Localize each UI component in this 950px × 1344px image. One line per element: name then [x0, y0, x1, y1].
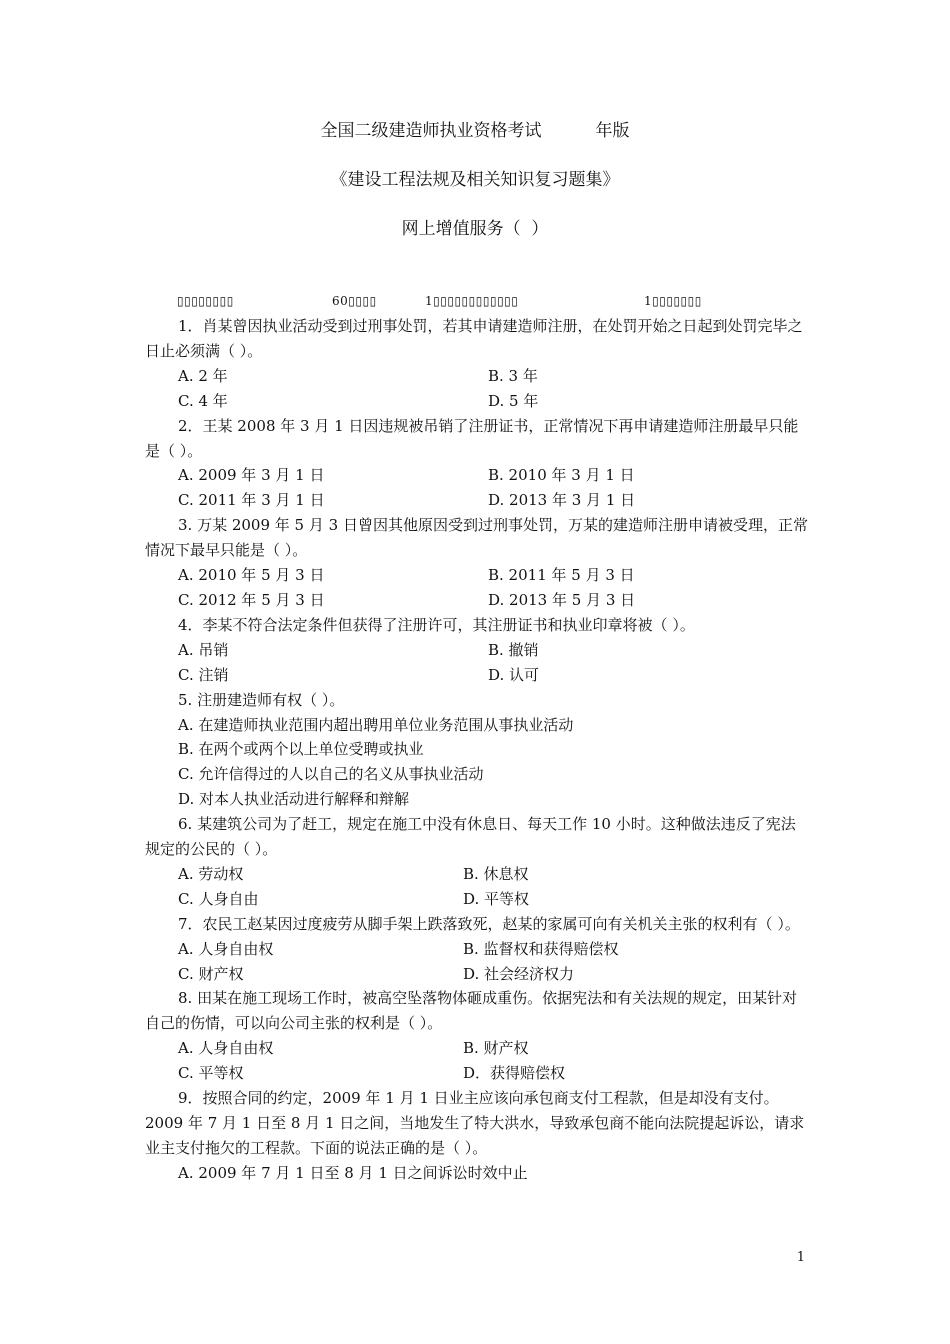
- options-row: [145, 862, 810, 887]
- options-row: [145, 663, 810, 688]
- options-row: [145, 937, 810, 962]
- question-1: 1．肖某曾因执业活动受到过刑事处罚，若其申请建造师注册，在处罚开始之日起到处罚完毕之日止必须满（ ）。: [145, 317, 803, 360]
- garbled-text-3: 1▯▯▯▯▯▯▯▯▯▯▯▯: [425, 294, 519, 308]
- option: C. 财产权: [178, 964, 244, 983]
- options-row: [145, 962, 810, 987]
- option: A. 2009 年 3 月 1 日: [178, 466, 325, 485]
- option: C. 2011 年 3 月 1 日: [178, 491, 325, 510]
- options-row: [145, 389, 810, 414]
- option: A. 2009 年 7 月 1 日至 8 月 1 日之间诉讼时效中止: [178, 1163, 528, 1182]
- question-4: 4．李某不符合法定条件但获得了注册许可，其注册证书和执业印章将被（ ）。: [178, 615, 695, 634]
- garbled-text-4: 1▯▯▯▯▯▯▯: [644, 294, 702, 308]
- option: A. 劳动权: [178, 864, 244, 883]
- garbled-text-2: 60▯▯▯▯: [332, 294, 377, 308]
- question-9: 9．按照合同的约定，2009 年 1 月 1 日业主应该向承包商支付工程款，但是却没有支付。2009 年 7 月 1 日至 8 月 1 日之间，当地发生了特大洪水，导致承包商不能向法院提起诉讼，请求业主支付拖欠的工程款。下面的说法正确的是（ ）。: [145, 1089, 805, 1157]
- option: C. 4 年: [178, 391, 228, 410]
- option: D. 平等权: [463, 889, 530, 908]
- options-row: [145, 638, 810, 663]
- option: B. 监督权和获得赔偿权: [463, 939, 619, 958]
- page-number: 1: [796, 1250, 805, 1265]
- options-row: [145, 588, 810, 613]
- options-row: [145, 563, 810, 588]
- option: C. 平等权: [178, 1064, 244, 1083]
- options-row: [145, 463, 810, 488]
- option: D. 2013 年 5 月 3 日: [488, 590, 636, 609]
- option: B. 2011 年 5 月 3 日: [488, 566, 635, 585]
- option: C. 2012 年 5 月 3 日: [178, 590, 325, 609]
- question-2: 2．王某 2008 年 3 月 1 日因违规被吊销了注册证书，正常情况下再申请建造师注册最早只能是（ ）。: [145, 416, 799, 460]
- option: B. 3 年: [488, 366, 538, 385]
- exam-title: 全国二级建造师执业资格考试 年版: [320, 121, 630, 141]
- options-row: [145, 488, 810, 513]
- option: D．获得赔偿权: [463, 1064, 566, 1083]
- question-3: 3. 万某 2009 年 5 月 3 日曾因其他原因受到过刑事处罚，万某的建造师注册申请被受理，正常情况下最早只能是（ ）。: [145, 516, 808, 560]
- option: B. 在两个或两个以上单位受聘或执业: [178, 740, 424, 759]
- options-row: [145, 1036, 810, 1061]
- options-row: [145, 364, 810, 389]
- option: C. 人身自由: [178, 889, 259, 908]
- question-8: 8. 田某在施工现场工作时，被高空坠落物体砸成重伤。依据宪法和有关法规的规定，田某针对自己的伤情，可以向公司主张的权利是（ ）。: [145, 989, 798, 1033]
- option: A. 人身自由权: [178, 939, 274, 958]
- option: A. 人身自由权: [178, 1039, 274, 1058]
- option: A. 吊销: [178, 640, 229, 659]
- option: C. 注销: [178, 665, 229, 684]
- book-title: 《建设工程法规及相关知识复习题集》: [330, 170, 620, 190]
- option: A. 2010 年 5 月 3 日: [178, 566, 325, 585]
- option: D. 2013 年 3 月 1 日: [488, 491, 636, 510]
- question-5: 5. 注册建造师有权（ ）。: [178, 690, 345, 709]
- options-row: [145, 1061, 810, 1086]
- option: B. 财产权: [463, 1039, 529, 1058]
- option: D. 5 年: [488, 391, 539, 410]
- question-7: 7．农民工赵某因过度疲劳从脚手架上跌落致死，赵某的家属可向有关机关主张的权利有（ ）。: [178, 914, 800, 933]
- option: B. 2010 年 3 月 1 日: [488, 466, 635, 485]
- option: D. 社会经济权力: [463, 964, 575, 983]
- garbled-text-1: ▯▯▯▯▯▯▯▯: [177, 294, 234, 308]
- options-row: [145, 887, 810, 912]
- option: B. 撤销: [488, 640, 539, 659]
- option: D. 对本人执业活动进行解释和辩解: [178, 790, 410, 809]
- option: B. 休息权: [463, 864, 529, 883]
- option: A. 在建造师执业范围内超出聘用单位业务范围从事执业活动: [178, 715, 574, 734]
- option: D. 认可: [488, 665, 540, 684]
- question-list: [145, 314, 810, 1186]
- question-6: 6. 某建筑公司为了赶工，规定在施工中没有休息日、每天工作 10 小时。这种做法违反了宪法规定的公民的（ ）。: [145, 815, 796, 859]
- service-title: 网上增值服务（ ）: [401, 219, 549, 239]
- option: C. 允许信得过的人以自己的名义从事执业活动: [178, 765, 484, 784]
- option: A. 2 年: [178, 366, 228, 385]
